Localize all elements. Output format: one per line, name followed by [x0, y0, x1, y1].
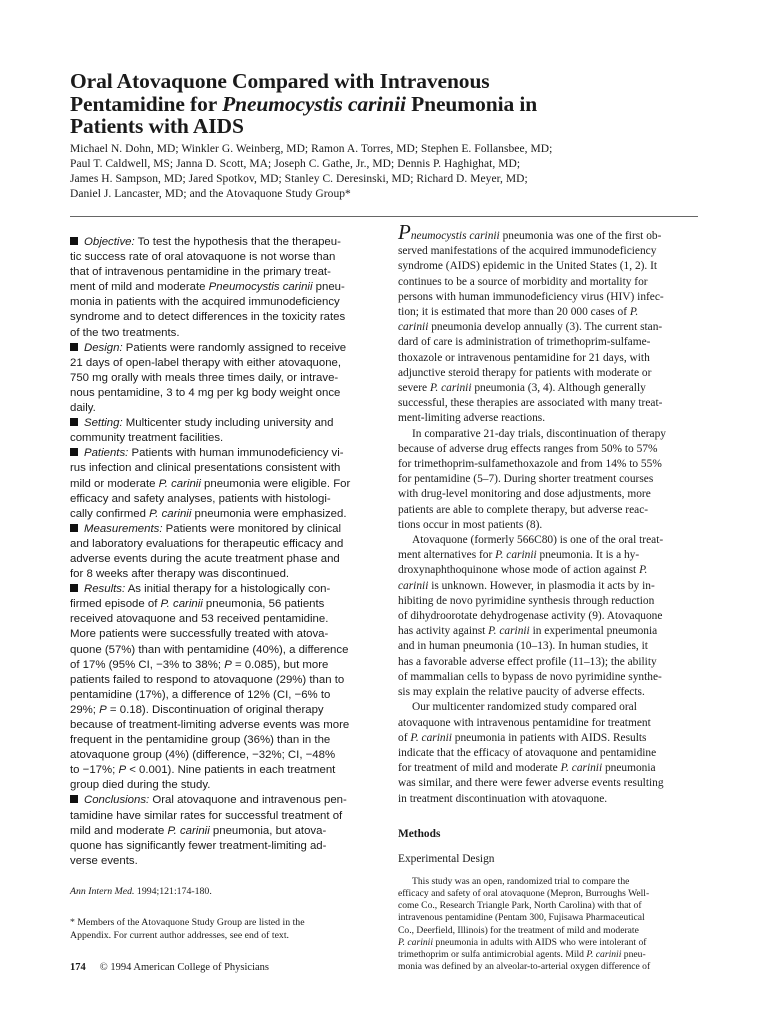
organism-name: carinii [398, 321, 429, 334]
abstract-text: syndrome and to detect differences in the toxicity rates [70, 311, 346, 324]
abstract-text: More patients were successfully treated with atova- [70, 628, 329, 641]
body-text: has a favorable adverse effect profile (11–13); the ability [398, 655, 657, 668]
title-line-3: Patients with AIDS [70, 114, 244, 138]
abstract-text: monia in patients with the acquired immunodeficiency [70, 296, 340, 309]
copyright-line: © 1994 American College of Physicians [99, 962, 269, 973]
bullet-icon [70, 524, 78, 532]
methods-text: intravenous pentamidine (Pentam 300, Fujisawa Pharmaceutical [398, 912, 645, 924]
body-text: pneumonia. It is a hy- [536, 549, 640, 562]
abstract-text: Patients were randomly assigned to receive [122, 341, 347, 354]
abstract-text: group died during the study. [70, 779, 211, 792]
methods-text: monia was defined by an alveolar-to-arterial oxygen difference of [398, 960, 651, 972]
results-heading: Results: [84, 583, 126, 596]
body-text: pneumonia [602, 762, 656, 775]
body-text: tion; it is estimated that more than 20 000 cases of [398, 306, 630, 319]
abstract-text: Oral atovaquone and intravenous pen- [149, 794, 347, 807]
setting-heading: Setting: [84, 417, 123, 430]
body-text: served manifestations of the acquired immunodeficiency [398, 245, 657, 258]
methods-text: efficacy and safety of oral atovaquone (Mepron, Burroughs Well- [398, 888, 650, 900]
abstract-text: of the two treatments. [70, 326, 180, 339]
abstract-text: frequent in the pentamidine group (36%) than in the [70, 734, 331, 747]
methods-text: This study was an open, randomized trial to compare the [412, 876, 630, 888]
methods-text: trimethoprim or sulfa antimicrobial agents. Mild [398, 948, 587, 960]
abstract-text: mild or moderate [70, 477, 159, 490]
title-organism: Pneumocystis carinii [222, 91, 406, 116]
abstract-text: 29%; [70, 703, 100, 716]
title-line-1: Oral Atovaquone Compared with Intravenous [70, 69, 490, 93]
author-line: Paul T. Caldwell, MS; Janna D. Scott, MA; Joseph C. Gathe, Jr., MD; Dennis P. Haghighat, MD; [70, 157, 521, 170]
abstract-design [70, 341, 374, 416]
abstract-text: tic success rate of oral atovaquone is not worse than [70, 251, 336, 264]
abstract-text: received atovaquone and 53 received pentamidine. [70, 613, 329, 626]
abstract-text: mild and moderate [70, 824, 168, 837]
abstract-measurements [70, 522, 374, 582]
introduction [398, 220, 700, 973]
body-text: tions occur in most patients (8). [398, 518, 543, 531]
body-text: syndrome (AIDS) epidemic in the United States (1, 2). It [398, 260, 658, 273]
article-title [70, 70, 710, 138]
abstract-text: = 0.085), but more [231, 658, 329, 671]
abstract-text: pneumonia, but atova- [209, 824, 327, 837]
body-text: of [398, 731, 411, 744]
title-line-2-pre: Pentamidine for [70, 91, 223, 116]
abstract-text: patients failed to respond to atovaquone (29%) than to [70, 673, 345, 686]
abstract-text: and laboratory evaluations for therapeutic efficacy and [70, 537, 344, 550]
citation-ref: 1994;121:174-180. [134, 886, 212, 897]
abstract-text: atovaquone group (4%) (difference, −32%; CI, −48% [70, 749, 336, 762]
study-group-footnote [70, 916, 380, 942]
abstract-text: adverse events during the acute treatment phase and [70, 552, 340, 565]
body-text: of mammalian cells to bypass de novo pyrimidine synthe- [398, 670, 662, 683]
body-text: because of adverse drug effects ranges from 50% to 57% [398, 442, 658, 455]
abstract-text: pentamidine (17%), a difference of 12% (CI, −6% to [70, 688, 331, 701]
author-list [70, 142, 710, 203]
design-heading: Design: [84, 341, 123, 354]
organism-name: carinii [398, 579, 429, 592]
body-text: atovaquone with intravenous pentamidine for treatment [398, 716, 651, 729]
footnote-line: Appendix. For current author addresses, see end of text. [70, 930, 290, 941]
bullet-icon [70, 795, 78, 803]
drop-cap: P [398, 220, 411, 244]
body-text: pneumonia develop annually (3). The current stan- [428, 321, 663, 334]
abstract-text: for 8 weeks after therapy was discontinued. [70, 568, 290, 581]
abstract-conclusions [70, 793, 374, 868]
body-text: sis may explain the relative paucity of adverse effects. [398, 686, 645, 699]
organism-name: P. carinii [495, 549, 537, 562]
organism-name: P. carinii [488, 625, 530, 638]
organism-name: P. carinii [560, 762, 603, 775]
intro-paragraph-3 [398, 533, 700, 700]
abstract-text: cally confirmed [70, 507, 150, 520]
body-text: ment alternatives for [398, 549, 496, 562]
organism-name: P. carinii [160, 598, 203, 611]
abstract-text: because of treatment-limiting adverse events was more [70, 719, 350, 731]
body-text: patients are able to complete therapy, but adverse reac- [398, 503, 649, 516]
abstract-text: that of intravenous pentamidine in the primary treat- [70, 266, 331, 279]
organism-name: P. carinii [410, 731, 452, 744]
body-text: for treatment of mild and moderate [398, 762, 561, 775]
abstract-text: As initial therapy for a histologically con- [125, 583, 331, 596]
body-text: In comparative 21-day trials, discontinuation of therapy [412, 427, 666, 440]
journal-citation [70, 885, 380, 898]
abstract-text: community treatment facilities. [70, 432, 224, 445]
organism-name: Pneumocystis carinii [208, 281, 313, 294]
abstract-text: tamidine have similar rates for successful treatment of [70, 809, 343, 822]
body-text: successful, these therapies are associated with many treat- [398, 397, 663, 410]
methods-text: come Co., Research Triangle Park, North Carolina) with that of [398, 900, 642, 912]
page-footer [70, 962, 269, 973]
abstract-text: pneu- [312, 281, 345, 294]
body-text: was similar, and there were fewer adverse events resulting [398, 777, 664, 790]
body-text: in treatment discontinuation with atovaquone. [398, 792, 608, 805]
organism-name: P. [639, 564, 648, 577]
body-text: of dihydroorotate dehydrogenase activity (9). Atovaquone [398, 610, 663, 623]
abstract-results [70, 582, 374, 793]
methods-paragraph [398, 876, 700, 973]
abstract-text: quone has significantly fewer treatment-limiting ad- [70, 839, 327, 852]
organism-name: neumocystis carinii [410, 230, 500, 242]
body-text: droxynaphthoquinone whose mode of action against [398, 564, 640, 577]
body-text: in experimental pneumonia [529, 625, 658, 638]
abstract-text: < 0.001). Nine patients in each treatment [126, 764, 336, 777]
title-block [70, 70, 710, 203]
intro-paragraph-1 [398, 220, 700, 427]
abstract-objective [70, 235, 374, 341]
author-line: James H. Sampson, MD; Jared Spotkov, MD; Stanley C. Deresinski, MD; Richard D. Meyer, MD; [70, 173, 528, 186]
body-text: indicate that the efficacy of atovaquone and pentamidine [398, 746, 657, 759]
body-text: adjunctive steroid therapy for patients with moderate or [398, 366, 652, 379]
conclusions-heading: Conclusions: [84, 794, 150, 807]
abstract-text: Patients with human immunodeficiency vi- [128, 447, 344, 460]
body-text: continues to be a source of morbidity and mortality for [398, 275, 648, 288]
abstract-patients [70, 446, 374, 521]
organism-name: P. carinii [586, 948, 622, 960]
p-value-symbol: P [99, 703, 107, 716]
journal-name: Ann Intern Med. [70, 886, 135, 897]
abstract-text: Patients were monitored by clinical [162, 522, 342, 535]
bullet-icon [70, 237, 78, 245]
author-line: Daniel J. Lancaster, MD; and the Atovaquone Study Group* [70, 188, 351, 201]
body-text: ment-limiting adverse reactions. [398, 412, 546, 425]
organism-name: P. carinii [429, 382, 472, 395]
p-value-symbol: P [224, 658, 232, 671]
abstract [70, 235, 374, 869]
bullet-icon [70, 584, 78, 592]
abstract-text: pneumonia, 56 patients [202, 598, 325, 611]
body-text: Our multicenter randomized study compared oral [412, 701, 637, 714]
abstract-text: to −17%; [70, 764, 119, 777]
body-text: hibiting de novo pyrimidine synthesis through reduction [398, 594, 655, 607]
body-text: pneumonia in patients with AIDS. Results [451, 731, 647, 744]
objective-heading: Objective: [84, 236, 135, 248]
abstract-text: quone (57%) than with pentamidine (40%), a difference [70, 643, 349, 656]
abstract-text: 21 days of open-label therapy with either atovaquone, [70, 356, 342, 369]
header-divider [70, 216, 698, 217]
methods-text: Co., Deerfield, Illinois) for the treatment of mild and moderate [398, 924, 639, 936]
abstract-text: firmed episode of [70, 598, 161, 611]
abstract-text: verse events. [70, 854, 138, 867]
bullet-icon [70, 418, 78, 426]
intro-paragraph-2 [398, 427, 700, 533]
body-text: persons with human immunodeficiency virus (HIV) infec- [398, 290, 664, 303]
body-text: is unknown. However, in plasmodia it acts by in- [428, 579, 655, 592]
body-text: severe [398, 382, 430, 395]
abstract-text: efficacy and safety analyses, patients with histologi- [70, 492, 331, 505]
organism-name: P. carinii [158, 477, 201, 490]
patients-heading: Patients: [84, 447, 129, 460]
title-line-2-post: Pneumonia in [405, 91, 538, 116]
body-text: for trimethoprim-sulfamethoxazole and from 14% to 55% [398, 458, 662, 471]
abstract-text: = 0.18). Discontinuation of original therapy [106, 703, 324, 716]
footnote-line: * Members of the Atovaquone Study Group are listed in the [70, 917, 305, 928]
experimental-design-heading: Experimental Design [398, 852, 495, 865]
abstract-text: ment of mild and moderate [70, 281, 209, 294]
methods-text: pneumonia in adults with AIDS who were intolerant of [433, 936, 647, 948]
p-value-symbol: P [118, 764, 127, 777]
organism-name: P. [629, 306, 639, 319]
bullet-icon [70, 448, 78, 456]
body-text: and in human pneumonia (10–13). In human studies, it [398, 640, 648, 653]
title-line-2 [70, 93, 710, 116]
abstract-setting [70, 416, 374, 446]
intro-paragraph-4 [398, 700, 700, 806]
methods-text: pneu- [621, 948, 646, 960]
abstract-text: 750 mg orally with meals three times daily, or intrave- [70, 371, 339, 384]
measurements-heading: Measurements: [84, 522, 163, 535]
body-text: pneumonia was one of the first ob- [499, 230, 662, 242]
organism-name: P. carinii [167, 824, 210, 837]
body-text: Atovaquone (formerly 566C80) is one of the oral treat- [412, 534, 664, 547]
body-text: dard of care is administration of trimethoprim-sulfame- [398, 336, 651, 349]
bullet-icon [70, 343, 78, 351]
abstract-text: nous pentamidine, 3 to 4 mg per kg body weight once [70, 386, 341, 399]
organism-name: P. carinii [398, 936, 434, 948]
page-number: 174 [70, 962, 86, 973]
abstract-text: rus infection and clinical presentations consistent with [70, 462, 341, 475]
abstract-text: pneumonia were emphasized. [191, 507, 347, 520]
organism-name: P. carinii [149, 507, 192, 520]
author-line: Michael N. Dohn, MD; Winkler G. Weinberg, MD; Ramon A. Torres, MD; Stephen E. Follansbee, MD; [70, 142, 553, 155]
body-text: pneumonia (3, 4). Although generally [471, 382, 646, 395]
abstract-text: pneumonia were eligible. For [200, 477, 351, 490]
abstract-text: of 17% (95% CI, −3% to 38%; [70, 658, 225, 671]
abstract-text: To test the hypothesis that the therapeu- [134, 236, 341, 248]
abstract-text: Multicenter study including university and [122, 417, 334, 430]
body-text: thoxazole or intravenous pentamidine for 21 days, with [398, 351, 650, 364]
abstract-text: daily. [70, 402, 96, 415]
body-text: has activity against [398, 625, 489, 638]
body-text: with drug-level monitoring and dose adjustments, more [398, 488, 651, 501]
body-text: for pentamidine (5–7). During shorter treatment courses [398, 473, 654, 486]
methods-heading: Methods [398, 827, 441, 840]
